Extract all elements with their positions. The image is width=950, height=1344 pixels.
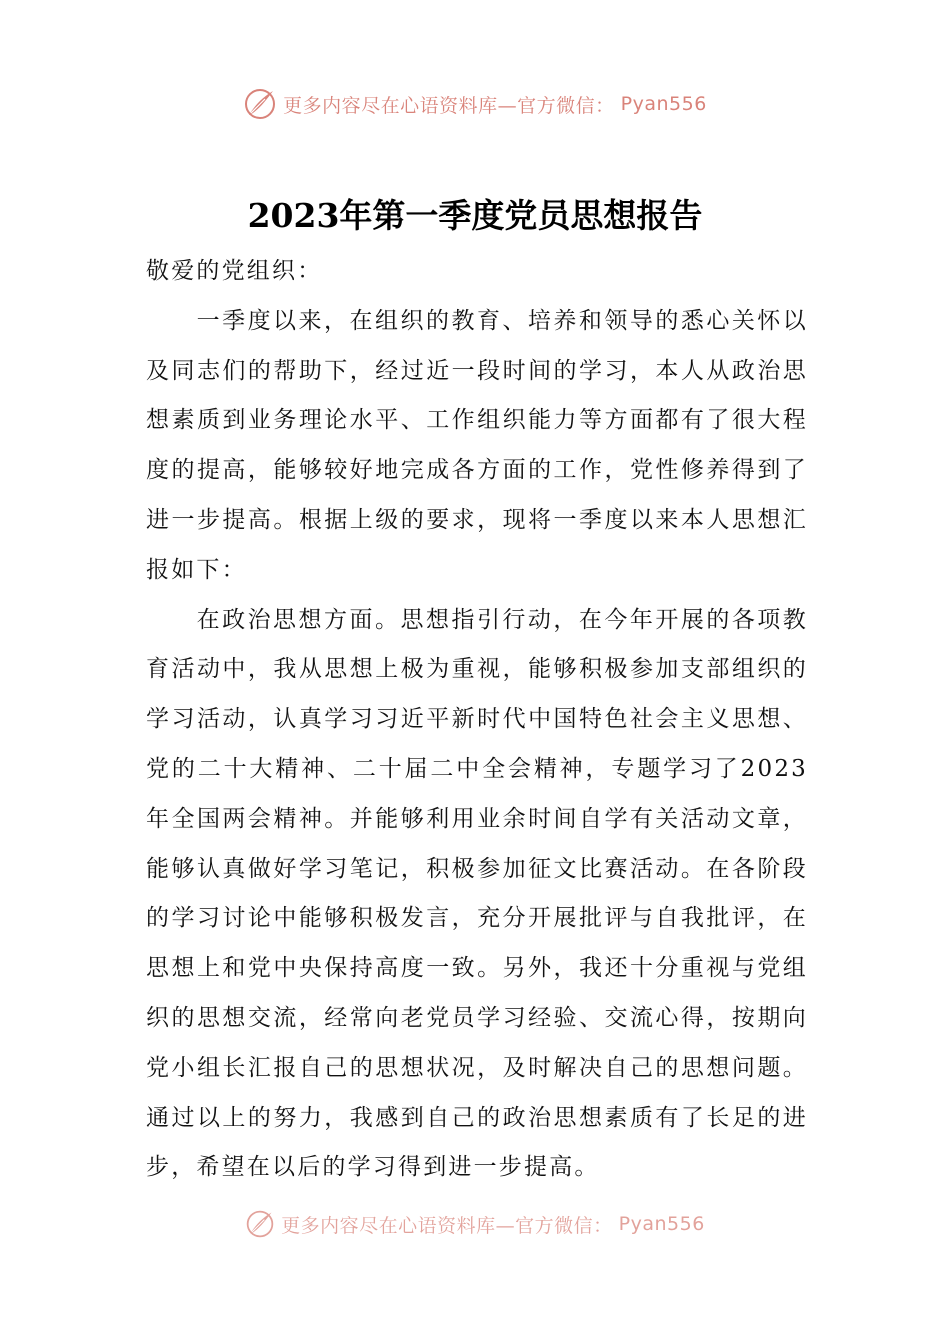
footer-watermark (0, 1206, 950, 1242)
watermark-text: 更多内容尽在心语资料库—官方微信： (281, 1214, 613, 1237)
header-watermark (0, 84, 950, 124)
document-title: 2023年第一季度党员思想报告 (247, 196, 703, 235)
feather-pen-logo-icon (245, 1209, 275, 1239)
watermark-wechat-id: Pyan556 (618, 1213, 705, 1235)
paragraph-intro: 一季度以来，在组织的教育、培养和领导的悉心关怀以及同志们的帮助下，经过近一段时间的学习，本人从政治思想素质到业务理论水平、工作组织能力等方面都有了很大程度的提高，能够较好地完成各方面的工作，党性修养得到了进一步提高。根据上级的要求，现将一季度以来本人思想汇报如下： (146, 307, 808, 583)
paragraph-political-thought: 在政治思想方面。思想指引行动，在今年开展的各项教育活动中，我从思想上极为重视，能够积极参加支部组织的学习活动，认真学习习近平新时代中国特色社会主义思想、党的二十大精神、二十届二中全会精神，专题学习了2023年全国两会精神。并能够利用业余时间自学有关活动文章，能够认真做好学习笔记，积极参加征文比赛活动。在各阶段的学习讨论中能够积极发言，充分开展批评与自我批评，在思想上和党中央保持高度一致。另外，我还十分重视与党组织的思想交流，经常向老党员学习经验、交流心得，按期向党小组长汇报自己的思想状况，及时解决自己的思想问题。通过以上的努力，我感到自己的政治思想素质有了长足的进步，希望在以后的学习得到进一步提高。 (146, 606, 808, 1181)
document-body (146, 247, 808, 1193)
feather-pen-logo-icon (243, 87, 277, 121)
watermark-wechat-id: Pyan556 (620, 93, 707, 115)
watermark-text: 更多内容尽在心语资料库—官方微信： (283, 94, 615, 117)
salutation: 敬爱的党组织： (146, 258, 323, 284)
